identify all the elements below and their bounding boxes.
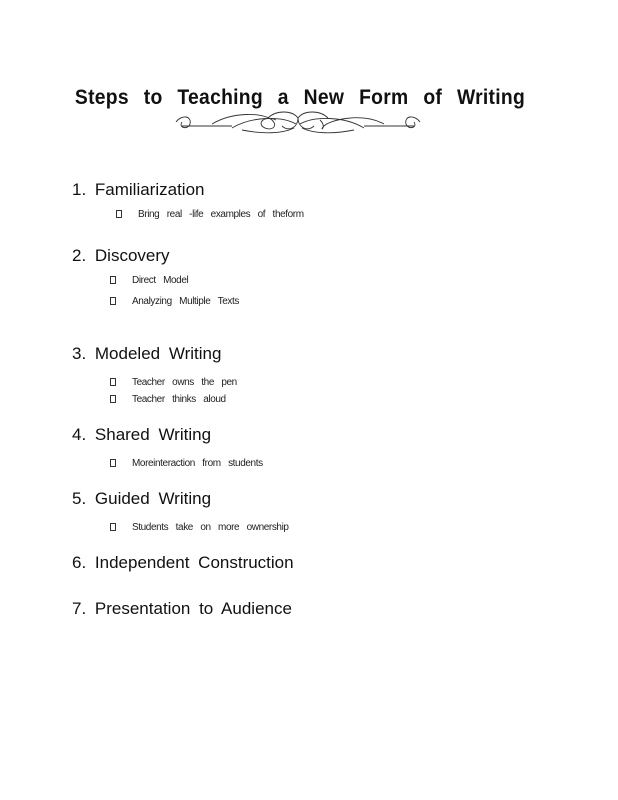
list-item: Moreinteraction from students — [110, 458, 263, 469]
page-title: Steps to Teaching a New Form of Writing — [74, 86, 526, 110]
list-item: Direct Model — [110, 275, 188, 286]
bullet-box-icon — [110, 459, 116, 467]
step-5-heading: 5. Guided Writing — [72, 489, 212, 508]
bullet-box-icon — [116, 210, 122, 218]
bullet-box-icon — [110, 297, 116, 305]
bullet-box-icon — [110, 395, 116, 403]
step-1-heading: 1. Familiarization — [72, 180, 205, 199]
list-item: Students take on more ownership — [110, 522, 289, 533]
decorative-flourish — [172, 106, 424, 138]
step-6-heading: 6. Independent Construction — [72, 553, 294, 572]
bullet-box-icon — [110, 276, 116, 284]
bullet-box-icon — [110, 378, 116, 386]
step-4-heading: 4. Shared Writing — [72, 425, 212, 444]
bullet-box-icon — [110, 523, 116, 531]
list-item: Teacher thinks aloud — [110, 394, 226, 405]
step-7-heading: 7. Presentation to Audience — [72, 599, 292, 618]
list-item: Teacher owns the pen — [110, 377, 237, 388]
list-item: Bring real -life examples of theform — [116, 209, 304, 220]
list-item: Analyzing Multiple Texts — [110, 296, 239, 307]
step-2-heading: 2. Discovery — [72, 246, 170, 265]
step-3-heading: 3. Modeled Writing — [72, 344, 222, 363]
